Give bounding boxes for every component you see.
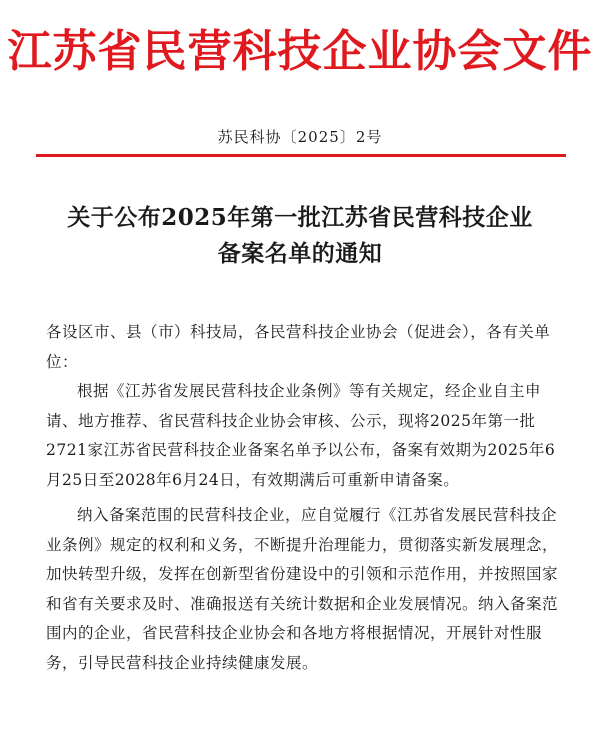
notice-body bbox=[46, 318, 558, 678]
notice-title-line-2: 备案名单的通知 bbox=[217, 240, 383, 267]
notice-title bbox=[0, 200, 600, 272]
document-number: 苏民科协〔2025〕2号 bbox=[217, 128, 383, 146]
body-paragraph-1: 根据《江苏省发展民营科技企业条例》等有关规定，经企业自主申请、地方推荐、省民营科技企业协会审核、公示，现将2025年第一批2721家江苏省民营科技企业备案名单予以公布，备案有效期为2025年6月25日至2028年6月24日，有效期满后可重新申请备案。 bbox=[46, 382, 556, 489]
red-divider-line bbox=[36, 154, 566, 157]
org-masthead-title: 江苏省民营科技企业协会文件 bbox=[7, 26, 593, 77]
salutation: 各设区市、县（市）科技局，各民营科技企业协会（促进会），各有关单位： bbox=[46, 323, 551, 371]
body-paragraph-2: 纳入备案范围的民营科技企业，应自觉履行《江苏省发展民营科技企业条例》规定的权利和义务，不断提升治理能力，贯彻落实新发展理念，加快转型升级，发挥在创新型省份建设中的引领和示范作用，并按照国家和省有关要求及时、准确报送有关统计数据和企业发展情况。纳入备案范围内的企业，省民营科技企业协会和各地方将根据情况，开展针对性服务，引导民营科技企业持续健康发展。 bbox=[46, 506, 559, 672]
notice-title-line-1: 关于公布2025年第一批江苏省民营科技企业 bbox=[67, 204, 533, 231]
